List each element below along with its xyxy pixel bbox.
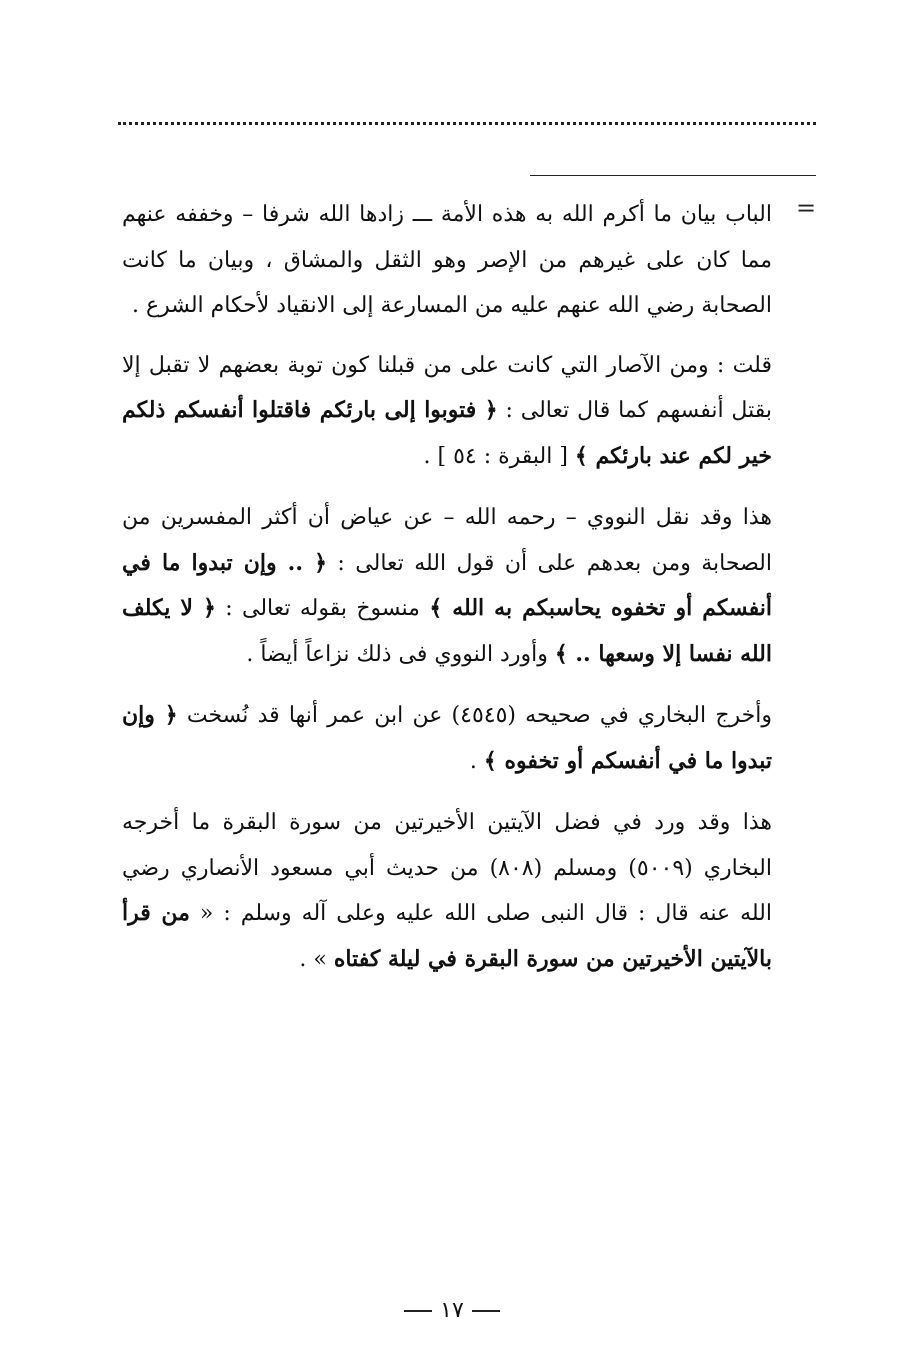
footer-dash-left (404, 1310, 432, 1312)
paragraph-2-citation: [ البقرة : ٥٤ ] . (423, 443, 575, 469)
paragraph-5-text-a: هذا وقد ورد في فضل الآيتين الأخيرتين من سورة البقرة ما أخرجه البخاري (٥٠٠٩) ومسلم (٨٠٨) من حديث أبي مسعود الأنصاري رضي الله عنه قال : قال النبى صلى الله عليه وعلى آله وسلم : « (122, 810, 772, 926)
paragraph-3-text-b: منسوخ بقوله تعالى : (215, 596, 430, 621)
paragraph-1 (122, 192, 772, 329)
paragraph-2 (122, 343, 772, 480)
footnote-rule (530, 175, 816, 176)
quran-quote-la-yukallif: ﴿ لا يكلف الله نفسا إلا وسعها .. ﴾ (122, 595, 772, 667)
paragraph-5 (122, 800, 772, 982)
quran-quote-tubdu: ﴿ .. وإن تبدوا ما في أنفسكم أو تخفوه يحاسبكم به الله ﴾ (122, 549, 772, 621)
dotted-separator (118, 122, 816, 125)
hadith-quote: من قرأ بالآيتين الأخيرتين من سورة البقرة في ليلة كفتاه (122, 900, 772, 972)
page-number: ١٧ (440, 1298, 464, 1323)
paragraph-2-text-a: قلت : ومن الآصار التي كانت على من قبلنا كون توبة بعضهم لا تقبل إلا بقتل أنفسهم كما قال تعالى : (122, 352, 772, 423)
quran-quote-baqarah-54: ﴿ فتوبوا إلى بارئكم فاقتلوا أنفسكم ذلكم خير لكم عند بارئكم ﴾ (122, 397, 772, 469)
paragraph-3-text-a: هذا وقد نقل النووي – رحمه الله – عن عياض أن أكثر المفسرين من الصحابة ومن بعدهم على أن قول الله تعالى : (122, 505, 772, 576)
quran-quote-abrogated: ﴿ وإن تبدوا ما في أنفسكم أو تخفوه ﴾ (122, 702, 772, 774)
paragraph-3-text-c: وأورد النووي فى ذلك نزاعاً أيضاً . (246, 641, 555, 667)
footer-dash-right (472, 1310, 500, 1312)
footnote-body (122, 192, 772, 998)
continuation-mark: = (796, 194, 817, 222)
paragraph-5-text-b: » . (299, 946, 334, 972)
paragraph-4 (122, 693, 772, 784)
paragraph-1-text: الباب بيان ما أكرم الله به هذه الأمة ـــ زادها الله شرفا – وخففه عنهم مما كان على غيرهم من الإصر وهو الثقل والمشاق ، وبيان ما كانت الصحابة رضي الله عنهم عليه من المسارعة إلى الانقياد لأحكام الشرع . (122, 202, 772, 318)
paragraph-4-text-a: وأخرج البخاري في صحيحه (٤٥٤٥) عن ابن عمر أنها قد نُسخت (177, 703, 772, 728)
paragraph-4-text-b: . (469, 748, 484, 774)
paragraph-3 (122, 495, 772, 677)
page-footer (0, 1298, 904, 1323)
